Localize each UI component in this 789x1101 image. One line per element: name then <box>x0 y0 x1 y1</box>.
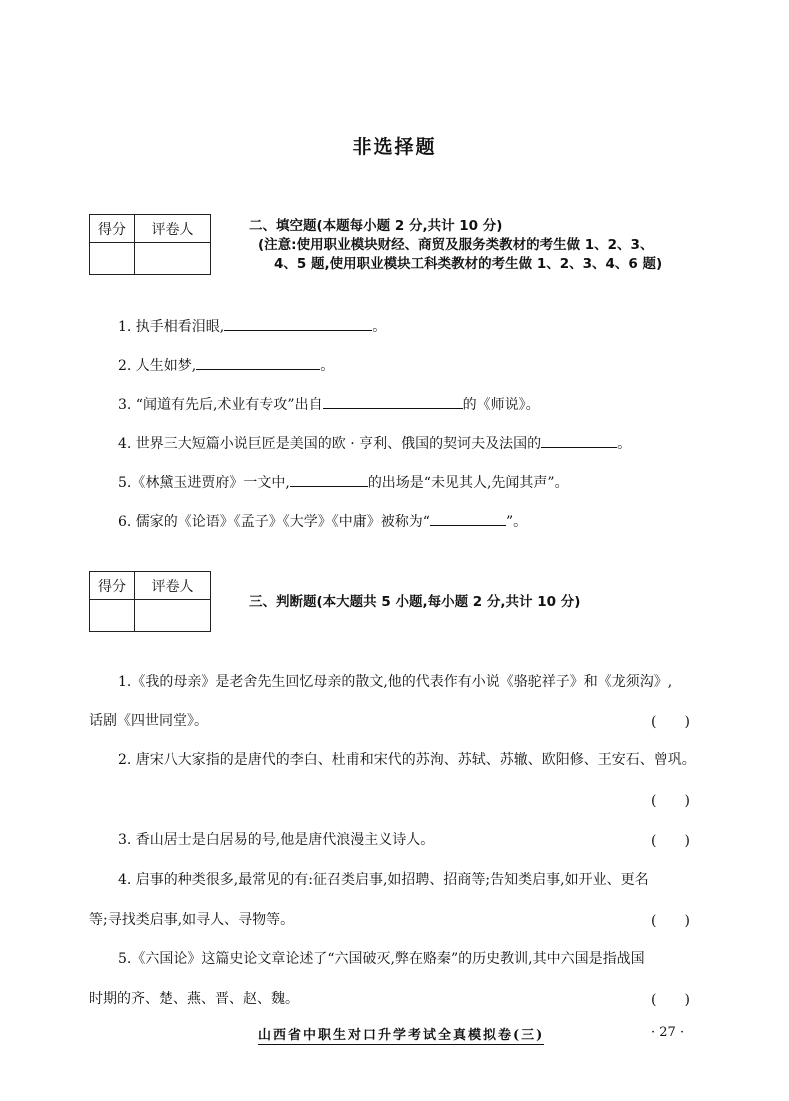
score-table <box>89 571 211 632</box>
score-label: 得分 <box>90 215 135 243</box>
judge-question-1-cont: 话剧《四世同堂》。 <box>89 713 208 729</box>
section2-heading: 二、填空题(本题每小题 2 分,共计 10 分) <box>249 218 503 234</box>
page-number: · 27 · <box>651 1025 685 1040</box>
grader-label: 评卷人 <box>135 215 211 243</box>
score-table <box>89 214 211 275</box>
answer-blank[interactable] <box>196 354 320 370</box>
footer-exam-title: 山西省中职生对口升学考试全真模拟卷(三) <box>258 1024 544 1045</box>
judge-question-5-cont: 时期的齐、楚、燕、晋、赵、魏。 <box>89 991 299 1007</box>
section2-note-line2: 4、5 题,使用职业模块工科类教材的考生做 1、2、3、4、6 题) <box>274 256 663 272</box>
score-label: 得分 <box>90 572 135 600</box>
answer-blank[interactable] <box>541 432 617 448</box>
fill-question-3: 3. “闻道有先后,术业有专攻”出自 的《师说》。 <box>118 393 540 415</box>
grader-label: 评卷人 <box>135 572 211 600</box>
fill-question-6: 6. 儒家的《论语》《孟子》《大学》《中庸》被称为“ ”。 <box>118 510 527 532</box>
answer-parentheses[interactable]: ( ) <box>651 714 690 730</box>
fill-question-4: 4. 世界三大短篇小说巨匠是美国的欧 · 亨利、俄国的契诃夫及法国的 。 <box>118 432 631 454</box>
answer-blank[interactable] <box>323 393 463 409</box>
score-cell[interactable] <box>90 600 135 632</box>
grader-cell[interactable] <box>135 243 211 275</box>
judge-question-2: 2. 唐宋八大家指的是唐代的李白、杜甫和宋代的苏洵、苏轼、苏辙、欧阳修、王安石、曾巩。 <box>118 752 696 768</box>
judge-question-4-cont: 等;寻找类启事,如寻人、寻物等。 <box>89 912 295 928</box>
answer-parentheses[interactable]: ( ) <box>651 992 690 1008</box>
section2-note-line1: (注意:使用职业模块财经、商贸及服务类教材的考生做 1、2、3、 <box>258 237 654 253</box>
judge-question-5: 5.《六国论》这篇史论文章论述了“六国破灭,弊在赂秦”的历史教训,其中六国是指战国 <box>118 951 645 967</box>
answer-blank[interactable] <box>290 471 368 487</box>
page-title: 非选择题 <box>352 136 437 158</box>
fill-question-2: 2. 人生如梦, 。 <box>118 354 334 376</box>
fill-question-1: 1. 执手相看泪眼, 。 <box>118 315 386 337</box>
answer-parentheses[interactable]: ( ) <box>651 793 690 809</box>
fill-question-5: 5.《林黛玉进贾府》一文中, 的出场是“未见其人,先闻其声”。 <box>118 471 569 493</box>
answer-blank[interactable] <box>224 315 372 331</box>
grader-cell[interactable] <box>135 600 211 632</box>
judge-question-3: 3. 香山居士是白居易的号,他是唐代浪漫主义诗人。 <box>118 832 435 848</box>
section3-heading: 三、判断题(本大题共 5 小题,每小题 2 分,共计 10 分) <box>249 594 581 610</box>
judge-question-1: 1.《我的母亲》是老舍先生回忆母亲的散文,他的代表作有小说《骆驼祥子》和《龙须沟》, <box>118 674 673 690</box>
judge-question-4: 4. 启事的种类很多,最常见的有:征召类启事,如招聘、招商等;告知类启事,如开业、更名 <box>118 872 649 888</box>
answer-parentheses[interactable]: ( ) <box>651 913 690 929</box>
score-cell[interactable] <box>90 243 135 275</box>
answer-parentheses[interactable]: ( ) <box>651 833 690 849</box>
answer-blank[interactable] <box>430 510 506 526</box>
